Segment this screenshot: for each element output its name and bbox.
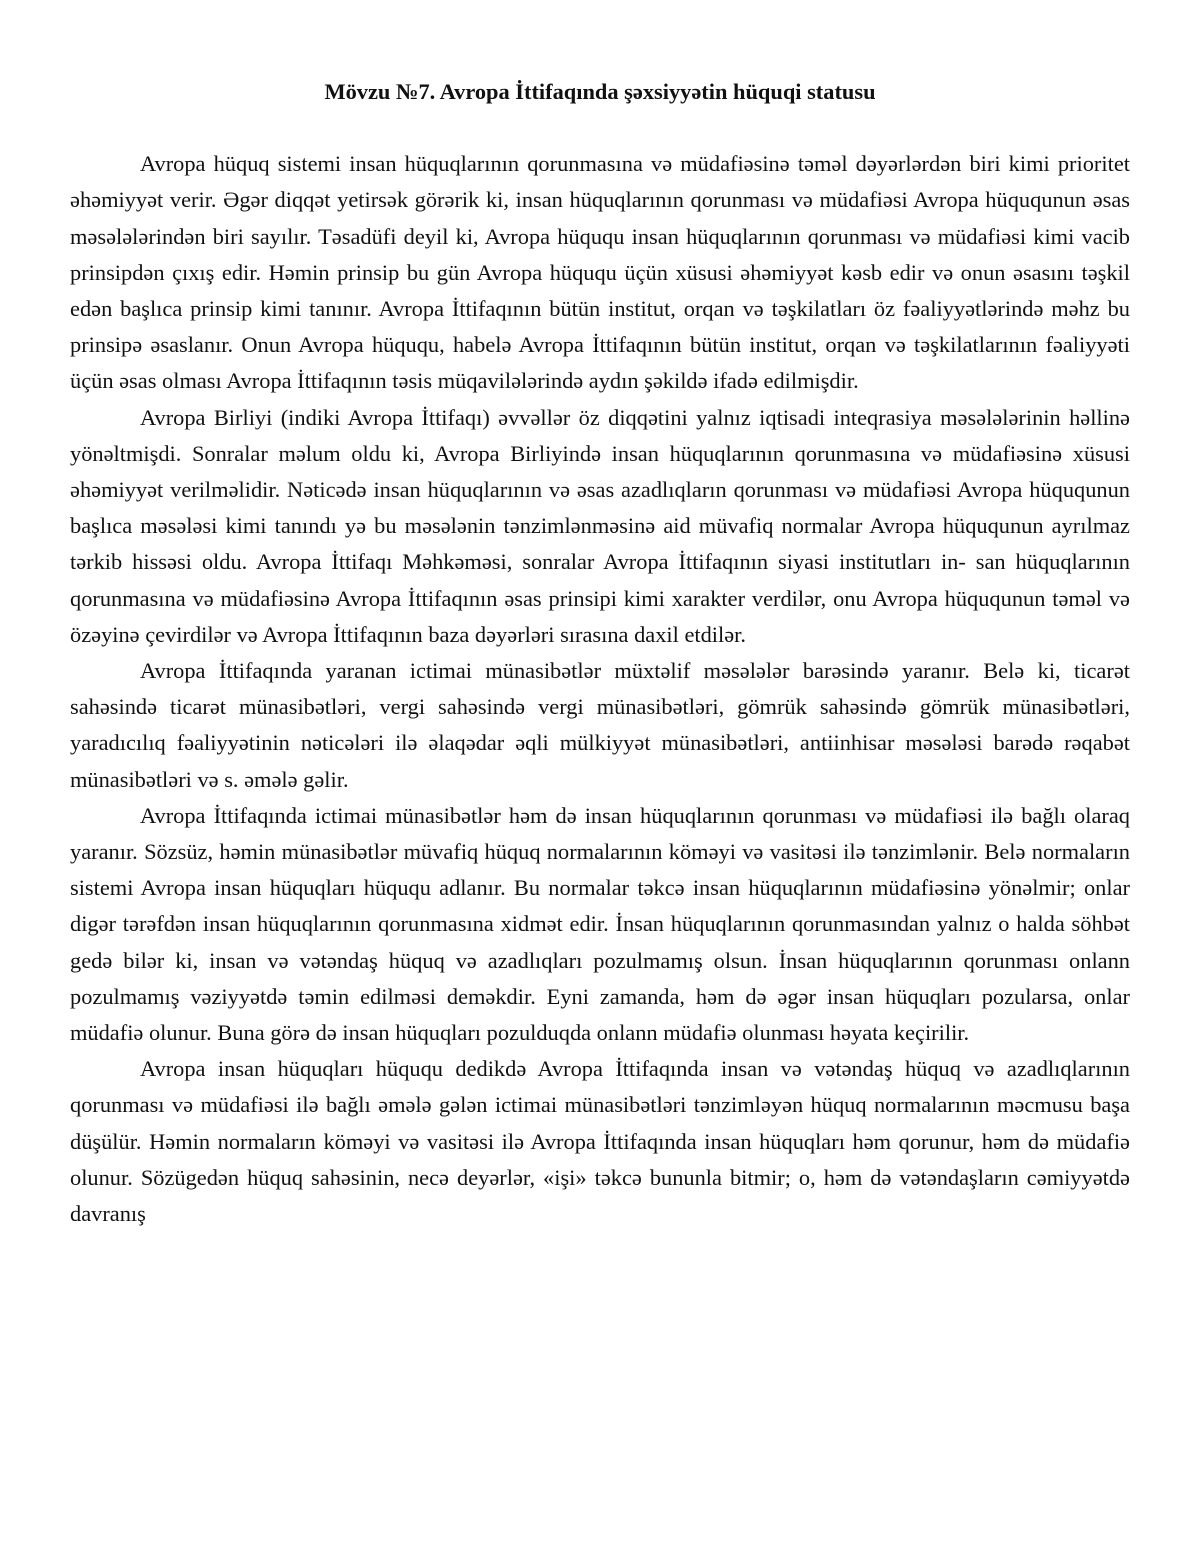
paragraph-3: Avropa İttifaqında yaranan ictimai münasibətlər müxtəlif məsələlər barəsində yaranır. Belə ki, ticarət sahəsində ticarət münasibətləri, vergi sahəsində vergi münasibətləri, gömrük sahəsində gömrük münasibətləri, yaradıcılıq fəaliyyətinin nəticələri ilə əlaqədar əqli mülkiyyət münasibətləri, antiinhisar məsələsi barədə rəqabət münasibətləri və s. əmələ gəlir. bbox=[70, 658, 1130, 792]
paragraph-4: Avropa İttifaqında ictimai münasibətlər həm də insan hüquqlarının qorunması və müdafiəsi ilə bağlı olaraq yaranır. Sözsüz, həmin münasibətlər müvafiq hüquq normalarının köməyi və vasitəsi ilə tənzimlənir. Belə normaların sistemi Avropa insan hüquqları hüququ adlanır. Bu normalar təkcə insan hüquqlarının müdafiəsinə yönəlmir; onlar digər tərəfdən insan hüquqlarının qorunmasına xidmət edir. İnsan hüquqlarının qorunmasından yalnız o halda söhbət gedə bilər ki, insan və vətəndaş hüquq və azadlıqları pozulmamış olsun. İnsan hüquqlarının qorunması onlann pozulmamış vəziyyətdə təmin edilməsi deməkdir. Eyni zamanda, həm də əgər insan hüquqları pozularsa, onlar müdafiə olunur. Buna görə də insan hüquqları pozulduqda onlann müdafiə olunması həyata keçirilir. bbox=[70, 802, 1130, 1046]
paragraph-2: Avropa Birliyi (indiki Avropa İttifaqı) əvvəllər öz diqqətini yalnız iqtisadi inteqrasiya məsələlərinin həllinə yönəltmişdi. Sonralar məlum oldu ki, Avropa Birliyində insan hüquqlarının qorunmasına və müdafiəsinə xüsusi əhəmiyyət verilməlidir. Nəticədə insan hüquqlarının və əsas azadlıqların qorunması və müdafiəsi Avropa hüququnun başlıca məsələsi kimi tanındı yə bu məsələnin tənzimlənməsinə aid müvafiq normalar Avropa hüququnun ayrılmaz tərkib hissəsi oldu. Avropa İttifaqı Məhkəməsi, sonralar Avropa İttifaqının siyasi institutları in- san hüquqlarının qorunmasına və müdafiəsinə Avropa İttifaqının əsas prinsipi kimi xarakter verdilər, onu Avropa hüququnun təməl və özəyinə çevirdilər və Avropa İttifaqının baza dəyərləri sırasına daxil etdilər. bbox=[70, 404, 1130, 647]
document-body bbox=[70, 74, 1130, 1232]
document-title: Mövzu №7. Avropa İttifaqında şəxsiyyətin hüquqi statusu bbox=[324, 79, 876, 104]
paragraph-1: Avropa hüquq sistemi insan hüquqlarının qorunmasına və müdafiəsinə təməl dəyərlərdən biri kimi prioritet əhəmiyyət verir. Əgər diqqət yetirsək görərik ki, insan hüquqlarının qorunması və müdafiəsi Avropa hüququnun əsas məsələlərindən biri sayılır. Təsadüfi deyil ki, Avropa hüququ insan hüquqlarının qorunması və müdafiəsi kimi vacib prinsipdən çıxış edir. Həmin prinsip bu gün Avropa hüququ üçün xüsusi əhəmiyyət kəsb edir və onun əsasını təşkil edən başlıca prinsip kimi tanınır. Avropa İttifaqının bütün institut, orqan və təşkilatları öz fəaliyyətlərində məhz bu prinsipə əsaslanır. Onun Avropa hüququ, habelə Avropa İttifaqının bütün institut, orqan və təşkilatlarının fəaliyyəti üçün əsas olması Avropa İttifaqının təsis müqavilələrində aydın şəkildə ifadə edilmişdir. bbox=[70, 151, 1130, 394]
paragraph-5: Avropa insan hüquqları hüququ dedikdə Avropa İttifaqında insan və vətəndaş hüquq və azadlıqlarının qorunması və müdafiəsi ilə bağlı əmələ gələn ictimai münasibətləri tənzimləyən hüquq normalarının məcmusu başa düşülür. Həmin normaların köməyi və vasitəsi ilə Avropa İttifaqında insan hüquqları həm qorunur, həm də müdafiə olunur. Sözügedən hüquq sahəsinin, necə deyərlər, «işi» təkcə bununla bitmir; o, həm də vətəndaşların cəmiyyətdə davranış bbox=[70, 1056, 1130, 1227]
